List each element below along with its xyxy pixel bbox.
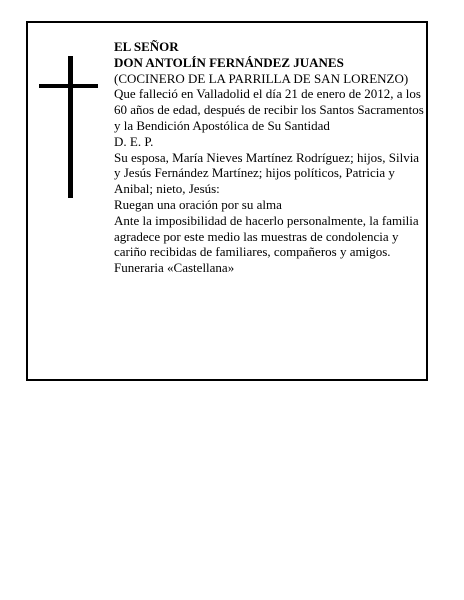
obituary-notice — [26, 21, 428, 381]
obituary-heading-title: EL SEÑOR — [114, 39, 179, 54]
obituary-funeral-home: Funeraria «Castellana» — [114, 260, 235, 276]
cross-vertical-bar — [68, 56, 73, 198]
obituary-family: Su esposa, María Nieves Martínez Rodríguez; hijos, Silvia y Jesús Fernández Martínez; hijos políticos, Patricia y Anibal; nieto, Jesús: — [114, 149, 420, 197]
obituary-deceased-name: DON ANTOLÍN FERNÁNDEZ JUANES — [114, 54, 344, 70]
obituary-text — [114, 39, 424, 276]
obituary-prayer-request: Ruegan una oración por su alma — [114, 196, 282, 212]
obituary-thanks: Ante la imposibilidad de hacerlo personalmente, la familia agradece por este medio las muestras de condolencia y cariño recibidas de familiares, compañeros y amigos. — [114, 212, 419, 260]
cross-horizontal-bar — [39, 84, 98, 88]
obituary-occupation: (COCINERO DE LA PARRILLA DE SAN LORENZO) — [114, 70, 409, 86]
obituary-rip: D. E. P. — [114, 133, 154, 149]
obituary-death-announcement: Que falleció en Valladolid el día 21 de enero de 2012, a los 60 años de edad, después de recibir los Santos Sacramentos y la Bendición Apostólica de Su Santidad — [114, 86, 424, 133]
